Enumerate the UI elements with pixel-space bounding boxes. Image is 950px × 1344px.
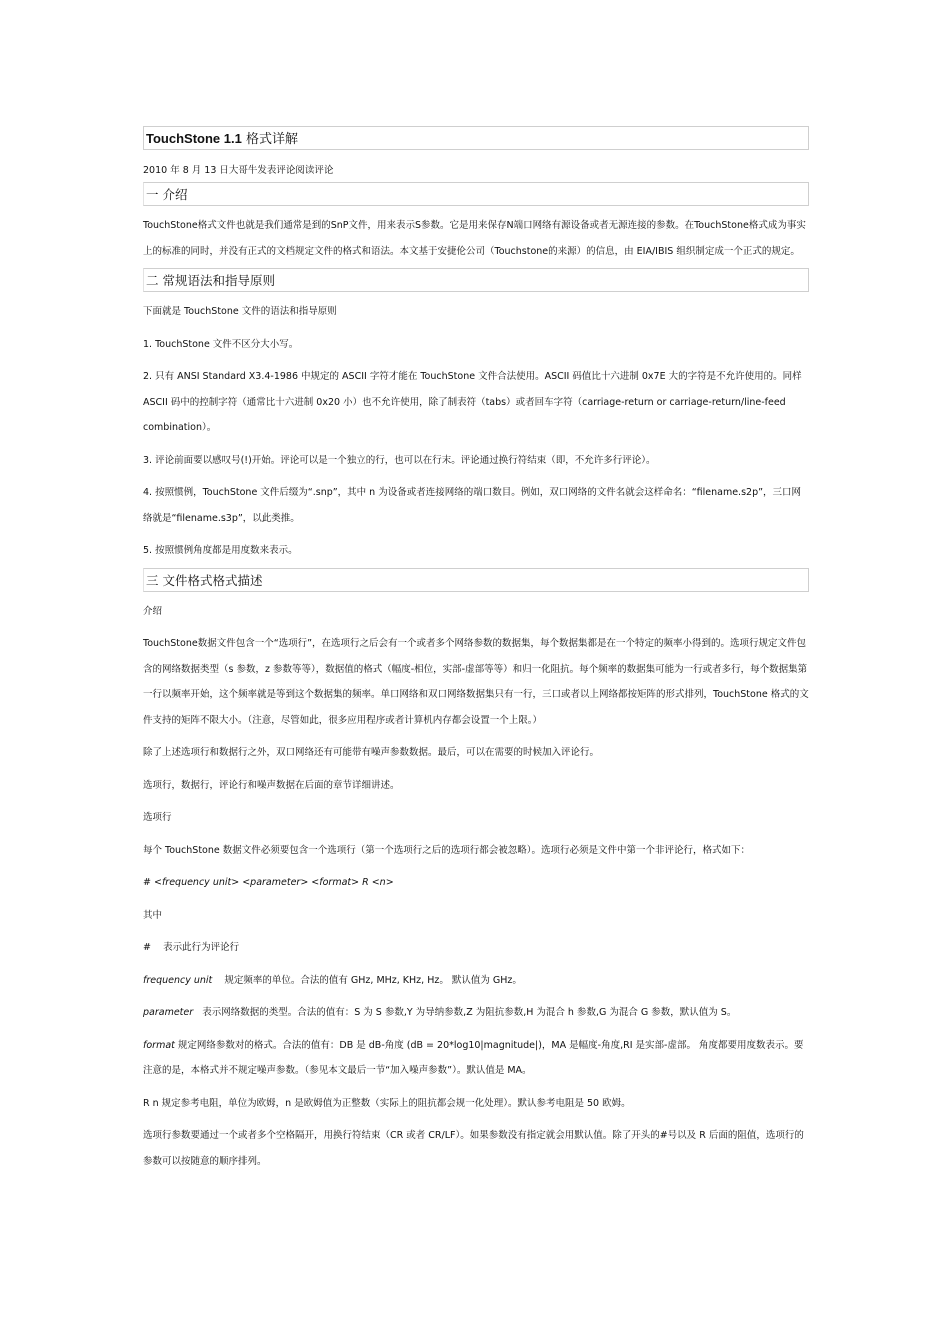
rule-3: 3. 评论前面要以感叹号(!)开始。评论可以是一个独立的行，也可以在行末。评论通过换行符结束（即，不允许多行评论）。	[143, 454, 656, 466]
intro-paragraph: TouchStone格式文件也就是我们通常是到的SnP文件，用来表示S参数。它是用来保存N端口网络有源设备或者无源连接的参数。在TouchStone格式成为事实上的标准的同时，并没有正式的文档规定文件的格式和语法。本文基于安捷伦公司（Touchstone的来源）的信息，由 EIA/IBIS 组织制定成一个正式的规定。	[143, 220, 806, 257]
section-heading-intro: 一 介绍	[143, 182, 809, 206]
option-line-syntax	[143, 870, 809, 896]
post-meta: 2010 年 8 月 13 日大哥牛发表评论阅读评论	[143, 165, 334, 176]
option-line-paragraph: 每个 TouchStone 数据文件必须要包含一个选项行（第一个选项行之后的选项行都会被忽略）。选项行必须是文件中第一个非评论行，格式如下：	[143, 844, 750, 856]
frequency-unit-key: frequency unit	[143, 974, 213, 986]
format-paragraph: TouchStone数据文件包含一个“选项行”，在选项行之后会有一个或者多个网络参数的数据集，每个数据集都是在一个特定的频率小得到的。选项行规定文件包含的网络数据类型（s 参数，z 参数等等），数据值的格式（幅度-相位，实部-虚部等等）和归一化阻抗。每个频率的数据集可能为一行或者多行，每个数据集第一行以频率开始，这个频率就是等到这个数据集的频率。单口网络和双口网络数据集只有一行，三口或者以上网络都按矩阵的形式排列，TouchStone 格式的文件支持的矩阵不限大小。（注意，尽管如此，很多应用程序或者计算机内存都会设置一个上限。）	[143, 638, 809, 726]
document-body	[143, 126, 809, 1174]
format-desc: 规定网络参数对的格式。合法的值有：DB 是 dB-角度 (dB = 20*log10|magnitude|)，MA 是幅度-角度,RI 是实部-虚部。 角度都要用度数表示。要注意的是，本格式并不规定噪声参数。（参见本文最后一节“加入噪声参数”）。默认值是 MA。	[143, 1039, 804, 1076]
title-bold: TouchStone 1.1	[146, 131, 242, 146]
def-format	[143, 1033, 809, 1084]
def-frequency-unit	[143, 968, 809, 994]
syntax-text: # <frequency unit> <parameter> <format> R <n>	[143, 877, 394, 888]
among-label: 其中	[143, 909, 163, 921]
rule-2: 2. 只有 ANSI Standard X3.4-1986 中规定的 ASCII 字符才能在 TouchStone 文件合法使用。ASCII 码值比十六进制 0x7E 大的字符是不允许使用的。同样 ASCII 码中的控制字符（通常比十六进制 0x20 小）也不允许使用，除了制表符（tabs）或者回车字符（carriage-return or carriage-return/line-feed combination）。	[143, 371, 802, 433]
noise-paragraph: 除了上述选项行和数据行之外，双口网络还有可能带有噪声参数数据。最后，可以在需要的时候加入评论行。	[143, 747, 600, 758]
def-parameter	[143, 1000, 809, 1026]
def-reference-resistance: R n 规定参考电阻，单位为欧姆，n 是欧姆值为正整数（实际上的阻抗都会规一化处理）。默认参考电阻是 50 欧姆。	[143, 1097, 631, 1109]
subheading-option-line: 选项行	[143, 812, 172, 823]
section-heading-format: 三 文件格式格式描述	[143, 568, 809, 592]
hash-desc: 表示此行为评论行	[163, 942, 240, 953]
frequency-unit-desc: 规定频率的单位。合法的值有 GHz, MHz, KHz, Hz。 默认值为 GHz。	[224, 974, 522, 986]
parameter-desc: 表示网络数据的类型。合法的值有：S 为 S 参数,Y 为导纳参数,Z 为阻抗参数,H 为混合 h 参数,G 为混合 G 参数，默认值为 S。	[202, 1007, 737, 1018]
document-title	[143, 126, 809, 150]
syntax-intro: 下面就是 TouchStone 文件的语法和指导原则	[143, 306, 337, 317]
sections-paragraph: 选项行，数据行，评论行和噪声数据在后面的章节详细讲述。	[143, 779, 400, 791]
rule-4: 4. 按照惯例，TouchStone 文件后缀为“.snp”，其中 n 为设备或者连接网络的端口数目。例如，双口网络的文件名就会这样命名：“filename.s2p”，三口网络就是“filename.s3p”，以此类推。	[143, 487, 802, 524]
parameter-key: parameter	[143, 1007, 194, 1018]
rule-1: 1. TouchStone 文件不区分大小写。	[143, 338, 299, 350]
subheading-intro: 介绍	[143, 605, 163, 617]
title-rest: 格式详解	[241, 132, 298, 147]
option-order-paragraph: 选项行参数要通过一个或者多个空格隔开，用换行符结束（CR 或者 CR/LF）。如果参数没有指定就会用默认值。除了开头的#号以及 R 后面的阻值，选项行的参数可以按随意的顺序排列。	[143, 1130, 804, 1167]
rule-5: 5. 按照惯例角度都是用度数来表示。	[143, 545, 298, 556]
section-heading-syntax: 二 常规语法和指导原则	[143, 268, 809, 292]
hash-key: #	[143, 942, 151, 953]
def-hash	[143, 935, 809, 961]
format-key: format	[143, 1039, 175, 1051]
